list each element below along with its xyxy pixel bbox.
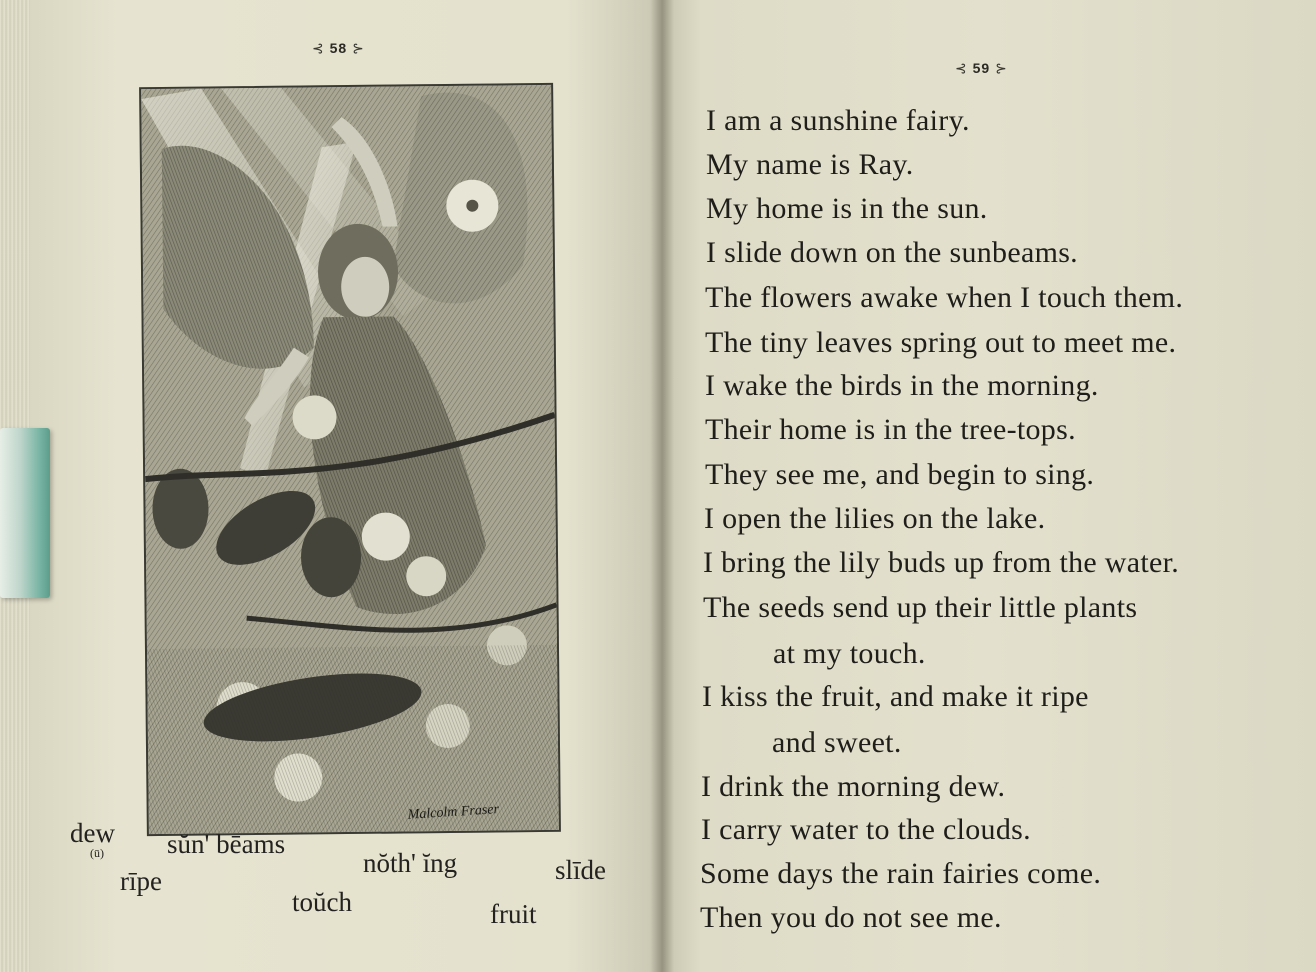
text-line: My name is Ray. xyxy=(706,148,914,181)
vocab-pronunciation-mark: (ū) xyxy=(90,846,104,860)
text-line: I am a sunshine fairy. xyxy=(706,104,970,137)
text-line: Their home is in the tree-tops. xyxy=(705,413,1076,446)
engraving-image xyxy=(141,85,559,834)
text-line: and sweet. xyxy=(772,726,902,759)
text-line: Then you do not see me. xyxy=(700,901,1002,934)
text-line: I open the lilies on the lake. xyxy=(704,502,1046,535)
ornament-right-icon: ⊱ xyxy=(352,40,365,56)
vocab-word: toŭch xyxy=(292,887,352,917)
glass-clip xyxy=(0,428,50,598)
text-line: I drink the morning dew. xyxy=(701,770,1006,803)
vocab-word: dew xyxy=(70,818,115,848)
text-line: The flowers awake when I touch them. xyxy=(705,281,1184,314)
vocab-word: rīpe xyxy=(120,866,162,896)
ornament-left-icon: ⊰ xyxy=(312,40,325,56)
text-line: I wake the birds in the morning. xyxy=(705,369,1099,402)
illustration-signature: Malcolm Fraser xyxy=(406,802,500,823)
vocab-word: sŭn' bēams xyxy=(167,829,286,859)
text-line: I slide down on the sunbeams. xyxy=(706,236,1078,269)
text-line: The tiny leaves spring out to meet me. xyxy=(705,326,1177,359)
ornament-left-icon: ⊰ xyxy=(955,60,968,76)
text-line: I carry water to the clouds. xyxy=(701,813,1031,846)
text-line: I kiss the fruit, and make it ripe xyxy=(702,680,1089,713)
page-number-right: ⊰ 59 ⊱ xyxy=(955,60,1008,76)
text-line: I bring the lily buds up from the water. xyxy=(703,546,1180,579)
book-gutter xyxy=(650,0,674,972)
text-line: Some days the rain fairies come. xyxy=(700,857,1102,890)
text-line: They see me, and begin to sing. xyxy=(705,458,1095,491)
text-line: at my touch. xyxy=(773,637,926,670)
vocab-word: nŏth' ĭng xyxy=(363,848,458,878)
page-number-left: ⊰ 58 ⊱ xyxy=(312,40,365,56)
text-line: The seeds send up their little plants xyxy=(703,591,1138,624)
vocab-word: fruit xyxy=(490,899,537,929)
fairy-illustration xyxy=(139,83,561,836)
ornament-right-icon: ⊱ xyxy=(995,60,1008,76)
text-line: My home is in the sun. xyxy=(706,192,988,225)
vocab-word: slīde xyxy=(555,855,606,885)
